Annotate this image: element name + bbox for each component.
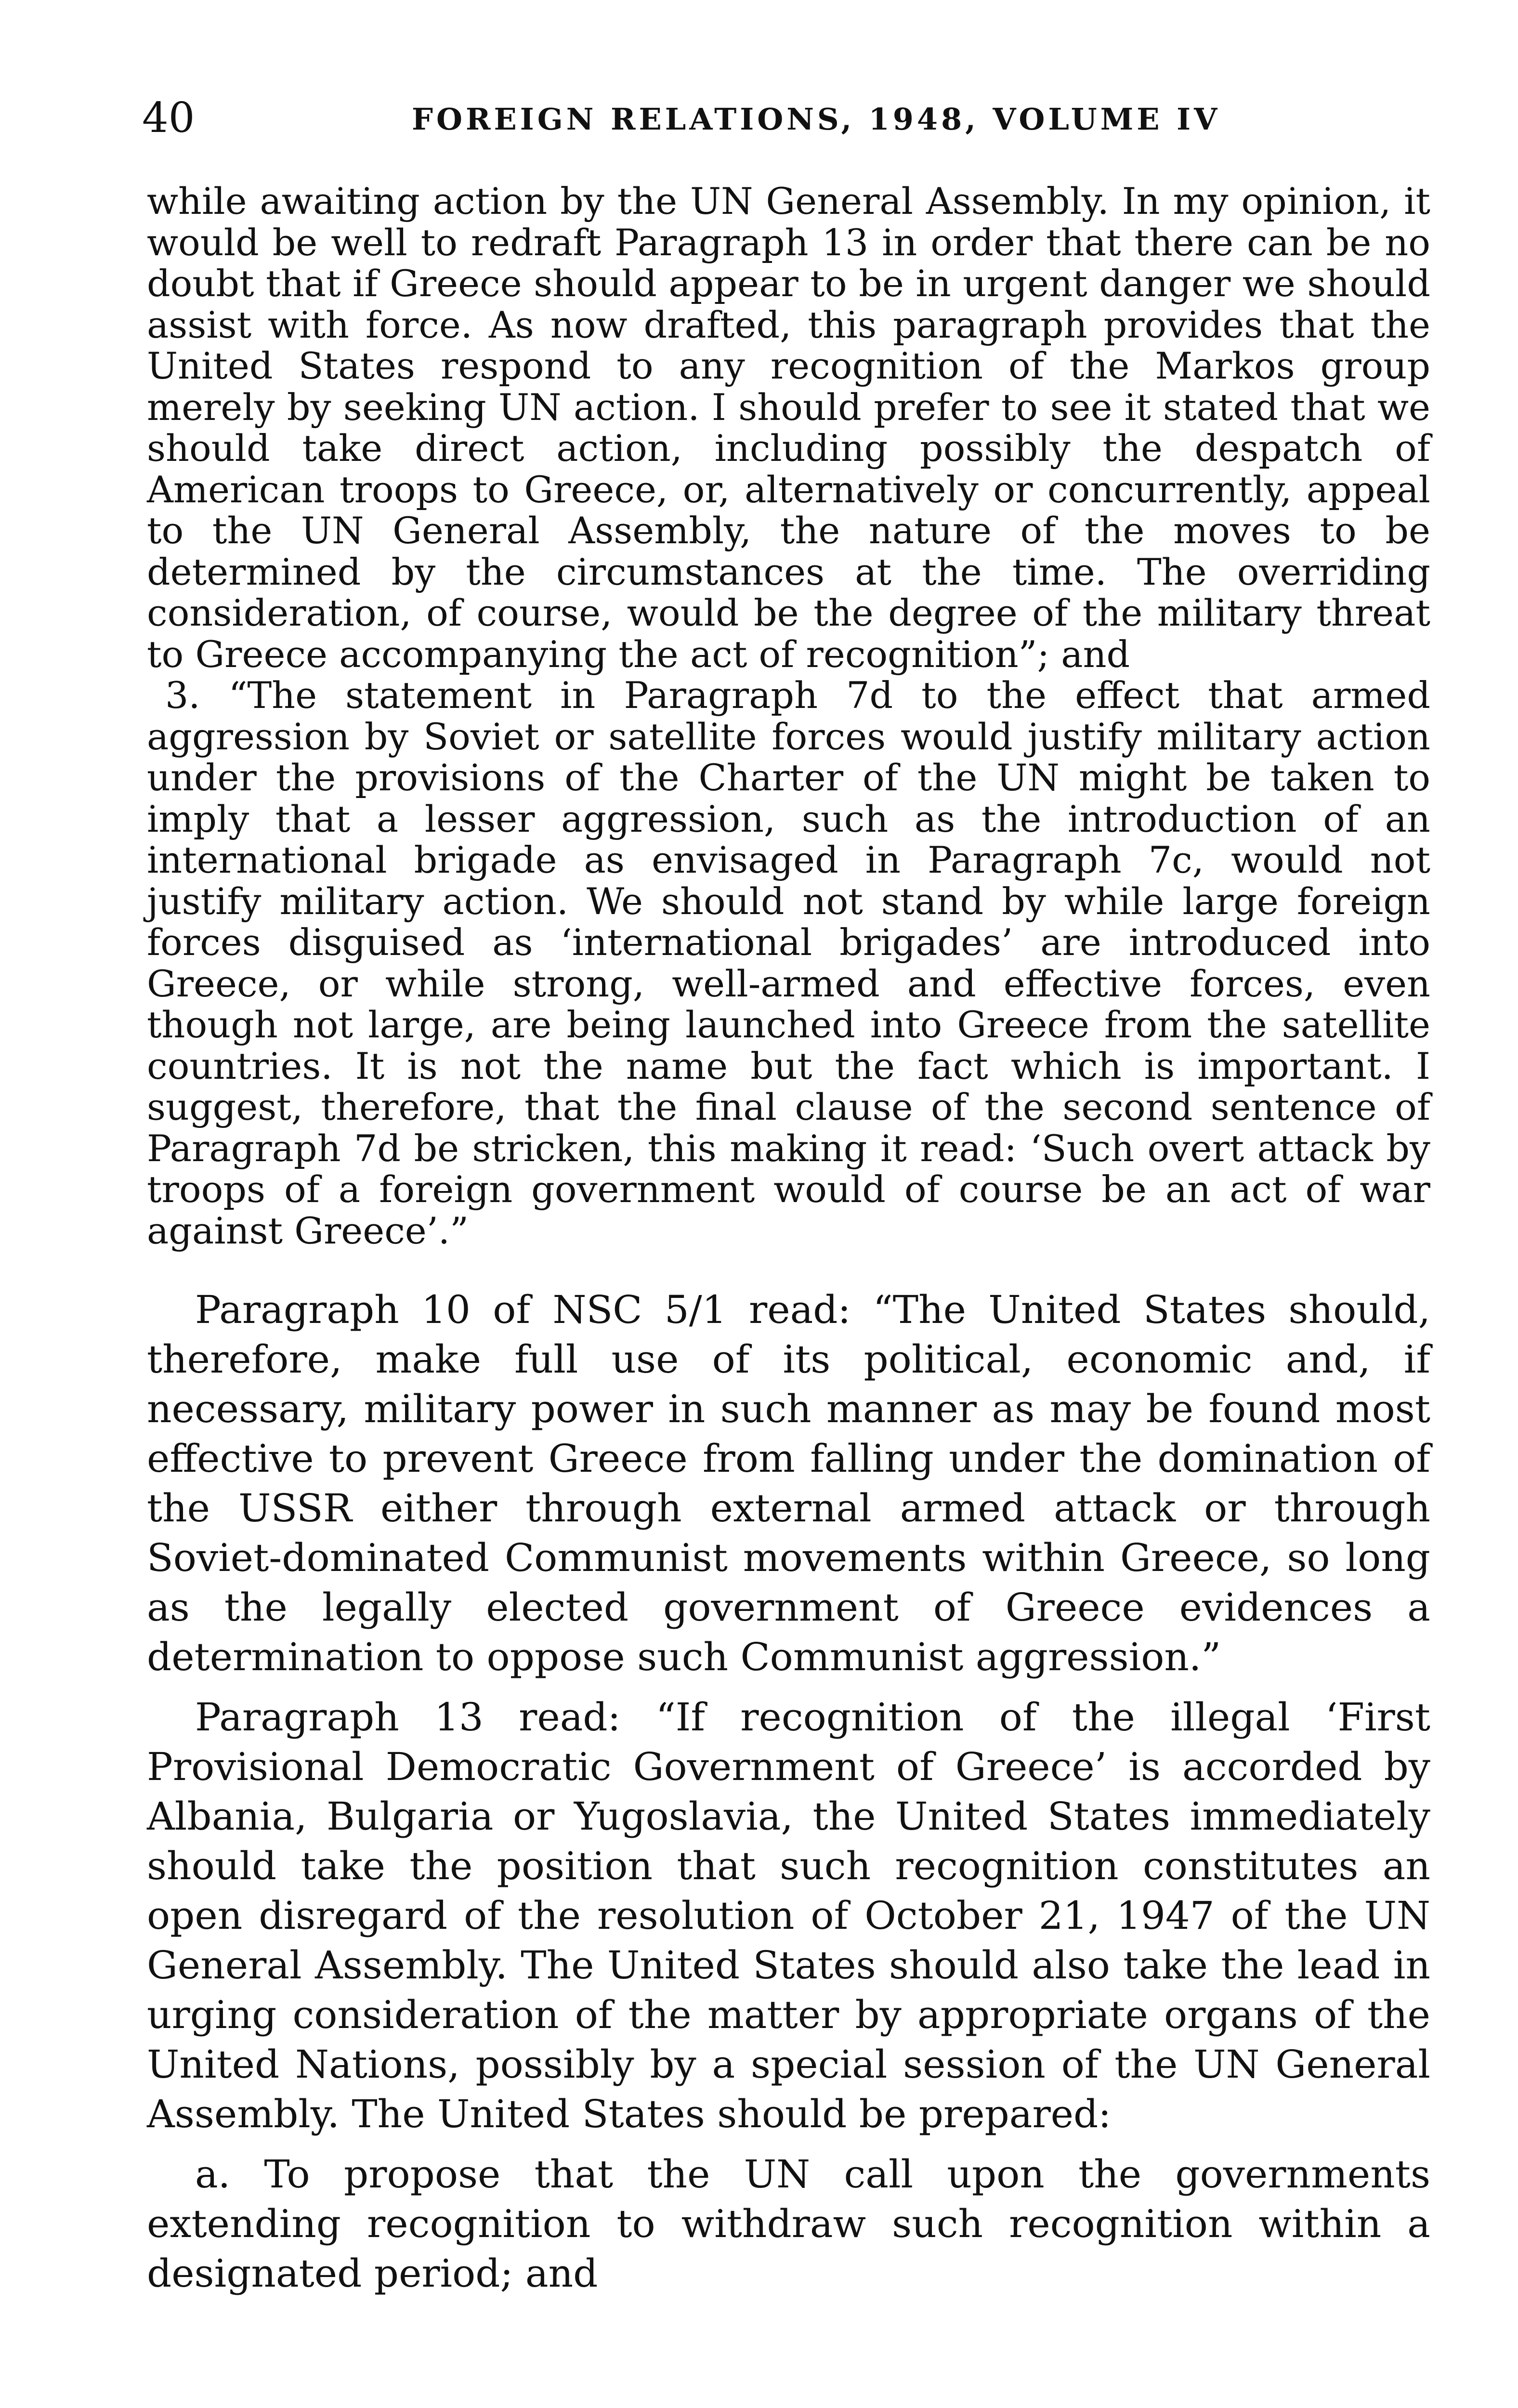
running-title: FOREIGN RELATIONS, 1948, VOLUME IV bbox=[412, 102, 1221, 137]
quoted-section bbox=[147, 181, 1430, 1251]
main-text bbox=[147, 1285, 1430, 2298]
quote-continuation-paragraph: while awaiting action by the UN General Assembly. In my opinion, it would be well to redraft Paragraph 13 in order that there can be no doubt that if Greece should appear to be in urgent danger we should assist with force. As now drafted, this paragraph provides that the United States respond to any recognition of the Markos group merely by seeking UN action. I should prefer to see it stated that we should take direct action, including possibly the despatch of American troops to Greece, or, alternatively or concurrently, appeal to the UN General Assembly, the nature of the moves to be determined by the circumstances at the time. The overriding consideration, of course, would be the degree of the military threat to Greece accompanying the act of recognition”; and bbox=[147, 180, 1430, 676]
item-a-text: a. To propose that the UN call upon the governments extending recognition to withdraw such recognition within a designated period; and bbox=[147, 2152, 1430, 2296]
paragraph-10-text: Paragraph 10 of NSC 5/1 read: “The United States should, therefore, make full use of its political, economic and, if necessary, military power in such manner as may be found most effective to prevent Greece from falling under the domination of the USSR either through external armed attack or through Soviet-dominated Communist movements within Greece, so long as the legally elected government of Greece evidences a determination to oppose such Communist aggression.” bbox=[147, 1287, 1430, 1679]
page-header bbox=[142, 92, 1438, 144]
paragraph-13-text: Paragraph 13 read: “If recognition of the illegal ‘First Provisional Democratic Government of Greece’ is accorded by Albania, Bulgaria or Yugoslavia, the United States immediately should take the position that such recognition constitutes an open disregard of the resolution of October 21, 1947 of the UN General Assembly. The United States should also take the lead in urging consideration of the matter by appropriate organs of the United Nations, possibly by a special session of the UN General Assembly. The United States should be prepared: bbox=[147, 1695, 1430, 2136]
body-text bbox=[147, 181, 1430, 2298]
quote-item-3-paragraph: 3. “The statement in Paragraph 7d to the effect that armed aggression by Soviet or satellite forces would justify military action under the provisions of the Charter of the UN might be taken to imply that a lesser aggression, such as the introduction of an international brigade as envisaged in Paragraph 7c, would not justify military action. We should not stand by while large foreign forces disguised as ‘international brigades’ are introduced into Greece, or while strong, well-armed and effective forces, even though not large, are being launched into Greece from the satellite countries. It is not the name but the fact which is important. I suggest, therefore, that the final clause of the second sentence of Paragraph 7d be stricken, this making it read: ‘Such overt attack by troops of a foreign government would of course be an act of war against Greece’.” bbox=[147, 674, 1430, 1252]
page-number: 40 bbox=[142, 94, 195, 142]
